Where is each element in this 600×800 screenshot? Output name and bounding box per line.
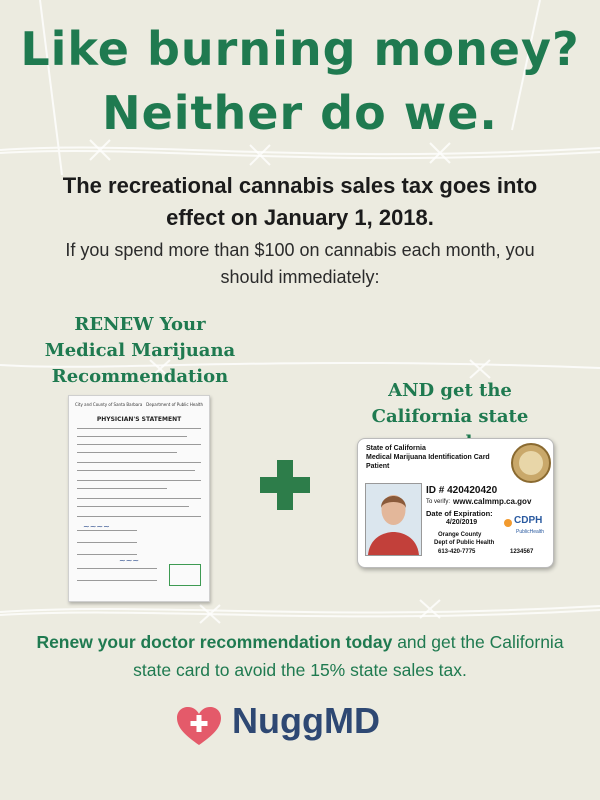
physician-statement-document — [68, 395, 210, 602]
stamp — [169, 564, 201, 586]
patient-photo — [365, 483, 422, 556]
state-id-card — [357, 438, 554, 568]
document-title: PHYSICIAN'S STATEMENT — [96, 416, 182, 423]
headline-line-2: Neither do we. — [102, 86, 498, 140]
expiration-label: Date of Expiration: — [426, 509, 493, 518]
department: Dept of Public Health — [434, 540, 495, 546]
card-id: ID # 420420420 — [426, 485, 498, 496]
footer-rest: and get the California state card to avoid the 15% state sales tax. — [133, 632, 564, 680]
cdph-text: CDPH — [514, 515, 543, 526]
heart-plus-icon — [176, 706, 222, 746]
verify-label: To verify: — [426, 499, 451, 505]
state-seal-icon — [511, 443, 551, 483]
signature: ~~~ — [119, 556, 140, 565]
verify-url: www.calmmp.ca.gov — [453, 497, 532, 506]
county: Orange County — [438, 532, 482, 538]
card-number: 1234567 — [510, 549, 534, 555]
document-header-right: Department of Public Health — [146, 402, 203, 407]
cdph-subtext: PublicHealth — [516, 529, 545, 535]
renew-label: RENEW Your Medical Marijuana Recommendation — [44, 314, 236, 387]
intro-text: If you spend more than $100 on cannabis each month, you should immediately: — [65, 240, 535, 287]
footer-bold: Renew your doctor recommendation today — [36, 632, 393, 652]
headline-line-1: Like burning money? — [20, 22, 580, 76]
card-label: AND get the California state — [371, 380, 529, 427]
signature: ~~~~ — [83, 522, 110, 531]
brand-logo-text: NuggMD — [232, 700, 380, 741]
document-header-left: City and County of Santa Barbara — [75, 402, 143, 407]
card-line-3: Patient — [366, 463, 390, 470]
card-line-2: Medical Marijuana Identification Card — [366, 454, 490, 461]
expiration-date: 4/20/2019 — [446, 519, 478, 526]
tax-subheadline: The recreational cannabis sales tax goes into effect on January 1, 2018. — [62, 173, 538, 230]
phone: 613-420-7775 — [438, 549, 476, 555]
footer-message — [30, 628, 570, 684]
card-line-1: State of California — [366, 445, 426, 452]
plus-icon — [260, 460, 310, 510]
